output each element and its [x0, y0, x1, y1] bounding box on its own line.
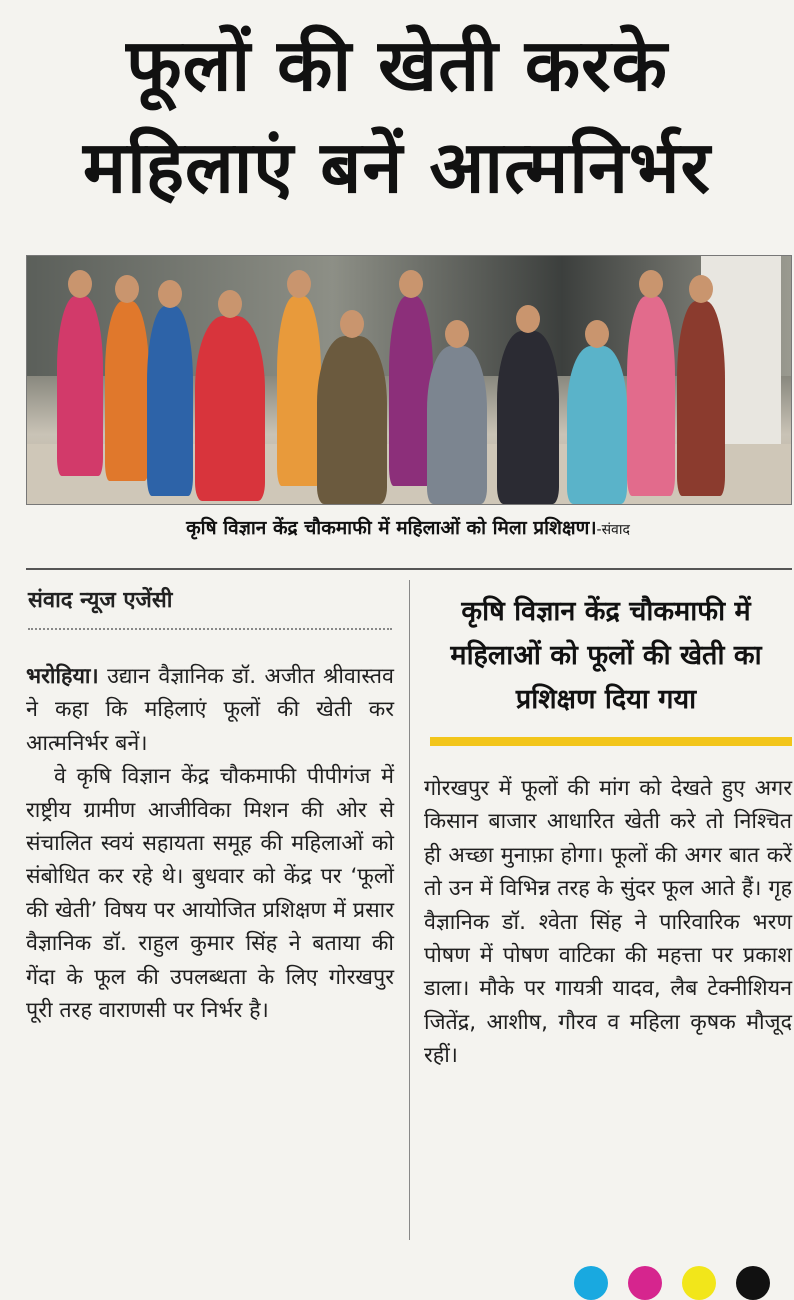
- registration-dot-magenta: [628, 1266, 662, 1300]
- registration-dot-black: [736, 1266, 770, 1300]
- article-left-column: [26, 660, 394, 1027]
- registration-dot-cyan: [574, 1266, 608, 1300]
- caption-text: कृषि विज्ञान केंद्र चौकमाफी में महिलाओं को मिला प्रशिक्षण।: [186, 517, 597, 539]
- headline: [0, 0, 794, 218]
- headline-line-1: फूलों की खेती करके: [126, 23, 668, 107]
- news-photo: [26, 255, 792, 505]
- paragraph-2: वे कृषि विज्ञान केंद्र चौकमाफी पीपीगंज में राष्ट्रीय ग्रामीण आजीविका मिशन की ओर से संचालित स्वयं सहायता समूह की महिलाओं को संबोधित कर रहे थे। बुधवार को केंद्र पर ‘फूलों की खेती’ विषय पर आयोजित प्रशिक्षण में प्रसार वैज्ञानिक डॉ. राहुल कुमार सिंह ने बताया की गेंदा के फूल की उपलब्धता के लिए गोरखपुर पूरी तरह वाराणसी पर निर्भर है।: [26, 764, 394, 1024]
- dateline: भरोहिया।: [26, 664, 99, 689]
- accent-bar: [430, 737, 792, 746]
- headline-line-2: महिलाएं बनें आत्मनिर्भर: [83, 125, 711, 209]
- registration-dot-yellow: [682, 1266, 716, 1300]
- column-divider: [409, 580, 410, 1240]
- article-right-column: [424, 772, 792, 1073]
- photo-credit: -संवाद: [596, 522, 630, 538]
- byline-divider: [28, 628, 392, 630]
- paragraph-1-text: उद्यान वैज्ञानिक डॉ. अजीत श्रीवास्तव ने कहा कि महिलाएं फूलों की खेती कर आत्मनिर्भर बनें।: [26, 664, 394, 756]
- section-rule: [26, 568, 792, 570]
- byline: संवाद न्यूज एजेंसी: [28, 588, 173, 613]
- photo-caption: [26, 514, 790, 540]
- subheadline: कृषि विज्ञान केंद्र चौकमाफी में महिलाओं को फूलों की खेती का प्रशिक्षण दिया गया: [450, 596, 762, 715]
- paragraph-1: [26, 660, 394, 760]
- right-paragraph: गोरखपुर में फूलों की मांग को देखते हुए अगर किसान बाजार आधारित खेती करे तो निश्चित ही अच्छा मुनाफ़ा होगा। फूलों की अगर बात करें तो उन में विभिन्न तरह के सुंदर फूल आते हैं। गृह वैज्ञानिक डॉ. श्वेता सिंह ने पारिवारिक भरण पोषण में पोषण वाटिका की महत्ता पर प्रकाश डाला। मौके पर गायत्री यादव, लैब टेक्नीशियन जितेंद्र, आशीष, गौरव व महिला कृषक मौजूद रहीं।: [424, 776, 792, 1069]
